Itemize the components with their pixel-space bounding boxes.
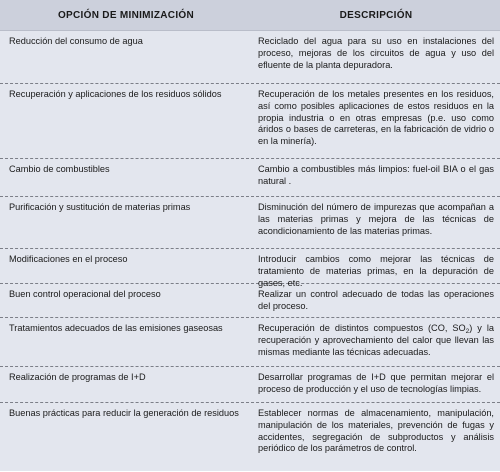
description-cell: Desarrollar programas de I+D que permitan mejorar el proceso de producción y el uso de tecnologías limpias.	[258, 372, 494, 394]
subscript: 2	[465, 328, 470, 335]
table-row	[0, 31, 500, 83]
option-cell: Purificación y sustitución de materias primas	[9, 202, 191, 212]
header-description: DESCRIPCIÓN	[339, 9, 413, 21]
description-cell: Cambio a combustibles más limpios: fuel-oil BIA o el gas natural .	[258, 164, 494, 186]
table-header	[0, 0, 500, 31]
table-row	[0, 158, 500, 196]
table-row	[0, 366, 500, 402]
option-cell: Cambio de combustibles	[9, 164, 110, 174]
description-cell	[252, 318, 500, 366]
table-body	[0, 31, 500, 472]
description-cell: Reciclado del agua para su uso en instalaciones del proceso, mejoras de los circuitos de agua y uso del efluente de la planta depuradora.	[258, 36, 494, 70]
header-option: OPCIÓN DE MINIMIZACIÓN	[57, 9, 195, 21]
option-cell: Reducción del consumo de agua	[9, 36, 143, 46]
option-cell: Buen control operacional del proceso	[9, 289, 161, 299]
table-row	[0, 83, 500, 158]
description-cell: Establecer normas de almacenamiento, manipulación, manipulación de los materiales, prevención de fugas y accidentes, segregación de subproductos y análisis periódico de los parámetros de control.	[258, 408, 494, 454]
description-part: ) y la recuperación y aprovechamiento del calor que llevan las mismas mediante las técnicas adecuadas.	[258, 323, 494, 357]
table-row	[0, 402, 500, 472]
table-row	[0, 283, 500, 317]
option-cell: Realización de programas de I+D	[9, 372, 146, 382]
description-cell: Recuperación de los metales presentes en los residuos, así como posibles aplicaciones de estos residuos en la propia industria o en otras empresas (p.e. uso como áridos o bases de carreteras, en la fabricación de vidrio o en la minería).	[258, 89, 494, 147]
description-part: Recuperación de distintos compuestos (CO, SO	[258, 323, 466, 333]
description-cell: Disminución del número de impurezas que acompañan a las materias primas y mejora de las técnicas de acondicionamiento de las materias primas.	[258, 202, 494, 236]
description-cell: Realizar un control adecuado de todas las operaciones del proceso.	[258, 289, 494, 311]
table-row	[0, 196, 500, 248]
option-cell: Recuperación y aplicaciones de los residuos sólidos	[9, 89, 222, 99]
table-row	[0, 317, 500, 366]
table-row	[0, 248, 500, 288]
option-cell: Tratamientos adecuados de las emisiones gaseosas	[9, 323, 223, 333]
description-cell: Introducir cambios como mejorar las técnicas de tratamiento de materias primas, en la depuración de gases, etc.	[258, 254, 494, 288]
option-cell: Buenas prácticas para reducir la generación de residuos	[9, 408, 239, 418]
option-cell: Modificaciones en el proceso	[9, 254, 128, 264]
